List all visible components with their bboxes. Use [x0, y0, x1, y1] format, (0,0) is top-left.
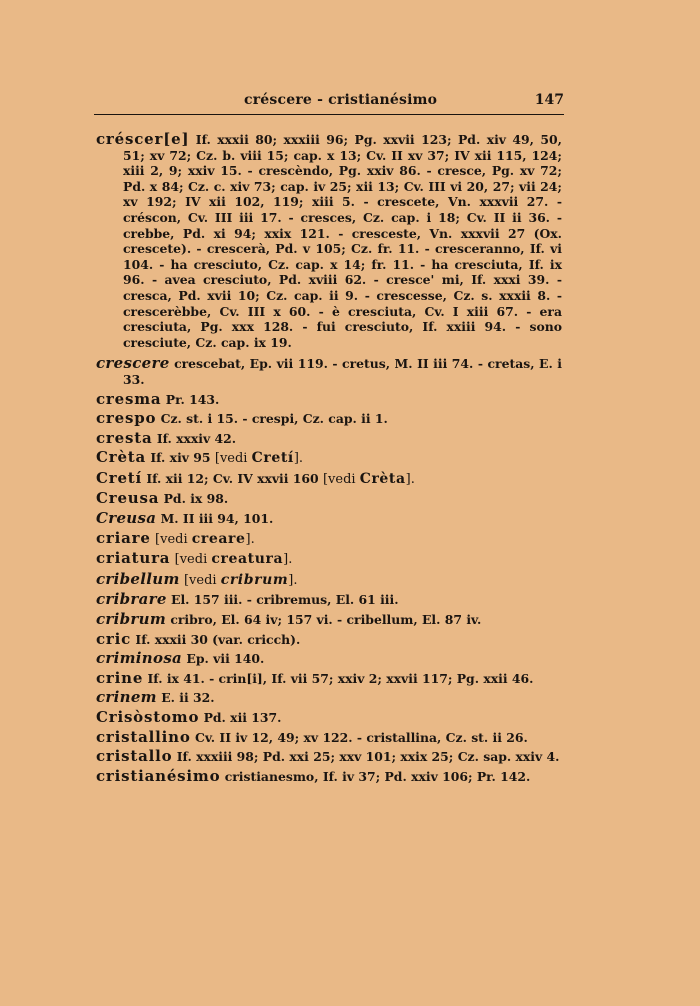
cross-reference: [vedi creare]. [155, 530, 255, 547]
entry-headword: Creusa [96, 489, 160, 508]
entry-headword: cribrare [96, 590, 167, 609]
entry-cribrum [96, 612, 562, 628]
entry-cristallo [96, 749, 562, 765]
entry-text: Cv. II iv 12, 49; xv 122. - cristallina, Cz. st. ii 26. [194, 729, 528, 745]
entry-text: crescebat, Ep. vii 119. - cretus, M. II iii 74. - cretas, E. i 33. [123, 356, 562, 387]
entry-headword: cresta [96, 428, 153, 447]
entry-headword: cric [96, 629, 132, 648]
entry-headword: Crèta [96, 448, 147, 467]
entry-text: If. xxxii 80; xxxiii 96; Pg. xxvii 123; Pd. xiv 49, 50, 51; xv 72; Cz. b. viii 15; cap. x 13; Cv. II xv 37; IV xii 115, 124; xiii 2, 9; xxiv 15. - crescèndo, Pg. xxiv 86. - cresce, Pg. xv 72; Pd. x 84; Cz. c. xiv 73; cap. iv 25; xii 13; Cv. III vi 20, 27; vii 24; xv 192; IV xii 102, 119; xiii 5. - crescete, Vn. xxxvii 27. - créscon, Cv. III iii 17. - cresces, Cz. cap. i 18; Cv. II ii 36. - crebbe, Pd. xi 94; xxix 121. - cresceste, Vn. xxxvii 27 (Ox. crescete). - crescerà, Pd. v 105; Cz. fr. 11. - cresceranno, If. vi 104. - ha cresciuto, Cz. cap. x 14; fr. 11. - ha cresciuta, If. ix 96. - avea cresciuto, Pd. xviii 62. - cresce' mi, If. xxxi 39. - cresca, Pd. xvii 10; Cz. cap. ii 9. - crescesse, Cz. s. xxxii 8. - crescerèbbe, Cv. III x 60. - è cresciuta, Cv. I xiii 67. - era cresciuta, Pg. xxx 128. - fui cresciuto, If. xxiii 94. - sono cresciute, Cz. cap. ix 19. [123, 132, 562, 350]
entry-headword: cribellum [96, 569, 180, 588]
entry-text: If. xxxii 30 (var. cricch). [135, 631, 301, 647]
entry-headword: criminosa [96, 649, 183, 668]
entry-crinem [96, 690, 562, 706]
entry-headword: cristianésimo [96, 766, 221, 785]
entry-crine [96, 668, 562, 687]
entry-headword: créscer[e] [96, 130, 190, 148]
entry-criatura [96, 551, 562, 568]
entry-cric [96, 629, 562, 648]
entry-headword: crine [96, 668, 144, 687]
entry-cribellum [96, 569, 562, 589]
entry-text: Pd. ix 98. [163, 491, 229, 507]
entry-cristallino [96, 727, 562, 746]
entry-headword: Crisòstomo [96, 708, 200, 726]
entry-headword: cribrum [96, 610, 167, 629]
entry-crisostomo [96, 710, 562, 726]
entry-headword: Creusa [96, 509, 157, 528]
entry-crescere [96, 132, 562, 350]
entry-text: If. xxxiv 42. [156, 430, 237, 446]
entry-headword: cristallo [96, 747, 173, 766]
entry-text: cristianesmo, If. iv 37; Pd. xxiv 106; Pr. 142. [224, 768, 531, 784]
entry-creusa-latin [96, 511, 562, 527]
cross-reference: [vedi cribrum]. [183, 571, 298, 588]
header-rule [94, 114, 564, 115]
entry-creusa [96, 491, 562, 507]
entry-text: Ep. vii 140. [186, 651, 265, 667]
cross-reference: [vedi Crèta]. [322, 470, 415, 487]
entry-text: M. II iii 94, 101. [160, 511, 274, 527]
running-head: créscere - cristianésimo [244, 92, 438, 108]
entry-creta [96, 450, 562, 467]
page-number: 147 [534, 92, 564, 108]
entry-text: El. 157 iii. - cribremus, El. 61 iii. [171, 592, 399, 608]
cross-reference: [vedi Cretí]. [214, 450, 304, 467]
entry-text: If. xii 12; Cv. IV xxvii 160 [146, 470, 319, 486]
dictionary-entries [96, 132, 562, 784]
entry-cresma [96, 389, 562, 408]
cross-reference: [vedi creatura]. [174, 551, 293, 568]
entry-headword: crescere [96, 354, 170, 373]
entry-text: If. xxxiii 98; Pd. xxi 25; xxv 101; xxix 25; Cz. sap. xxiv 4. [176, 749, 560, 765]
entry-headword: crespo [96, 409, 157, 428]
entry-crespo [96, 411, 562, 427]
entry-crescere-latin [96, 356, 562, 387]
entry-criminosa [96, 651, 562, 667]
entry-headword: cresma [96, 389, 162, 408]
entry-text: Pd. xii 137. [203, 710, 282, 725]
entry-text: E. ii 32. [161, 690, 215, 706]
entry-text: If. xiv 95 [150, 450, 211, 466]
entry-cresta [96, 428, 562, 447]
entry-headword: cristallino [96, 727, 191, 746]
entry-text: Cz. st. i 15. - crespi, Cz. cap. ii 1. [160, 411, 388, 427]
entry-creti [96, 468, 562, 488]
entry-text: Pr. 143. [165, 391, 220, 407]
entry-text: cribro, El. 64 iv; 157 vi. - cribellum, El. 87 iv. [170, 612, 482, 628]
entry-headword: criatura [96, 549, 171, 568]
entry-text: If. ix 41. - crin[i], If. vii 57; xxiv 2; xxvii 117; Pg. xxii 46. [147, 670, 534, 686]
entry-headword: criare [96, 528, 151, 547]
entry-criare [96, 528, 562, 548]
entry-cribrare [96, 592, 562, 608]
entry-headword: crinem [96, 688, 157, 707]
page-header [94, 92, 564, 112]
entry-cristianesimo [96, 766, 562, 785]
entry-headword: Cretí [96, 468, 143, 487]
